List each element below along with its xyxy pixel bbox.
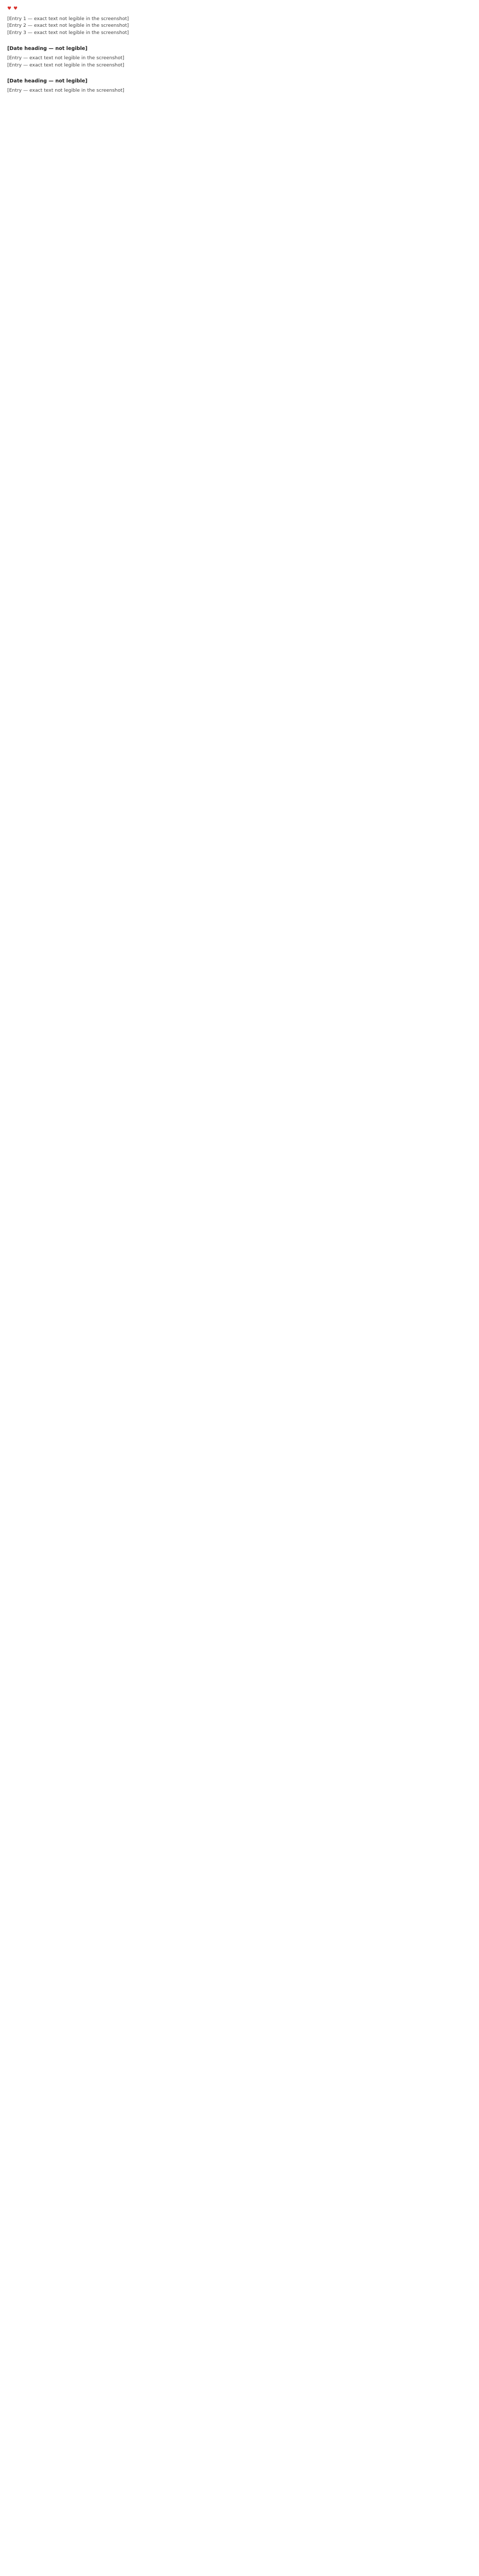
list-item: [Entry — exact text not legible in the screenshot] (7, 62, 125, 68)
heart-icon: ♥ (7, 6, 12, 11)
date-groups (7, 45, 472, 94)
entry-list (7, 15, 472, 36)
group-date-heading: [Date heading — not legible] (7, 78, 88, 84)
date-group (7, 45, 472, 69)
list-item: [Entry 1 — exact text not legible in the screenshot] (7, 16, 129, 22)
heart-icon: ♥ (13, 6, 18, 11)
page (0, 0, 479, 145)
page-footer (7, 94, 472, 125)
date-group (7, 78, 472, 94)
list-item: [Entry 2 — exact text not legible in the screenshot] (7, 23, 129, 29)
list-item: [Entry — exact text not legible in the screenshot] (7, 88, 125, 94)
list-item: [Entry 3 — exact text not legible in the screenshot] (7, 29, 129, 36)
list-item: [Entry — exact text not legible in the screenshot] (7, 55, 125, 61)
group-date-heading: [Date heading — not legible] (7, 46, 88, 52)
header-row (7, 5, 472, 12)
